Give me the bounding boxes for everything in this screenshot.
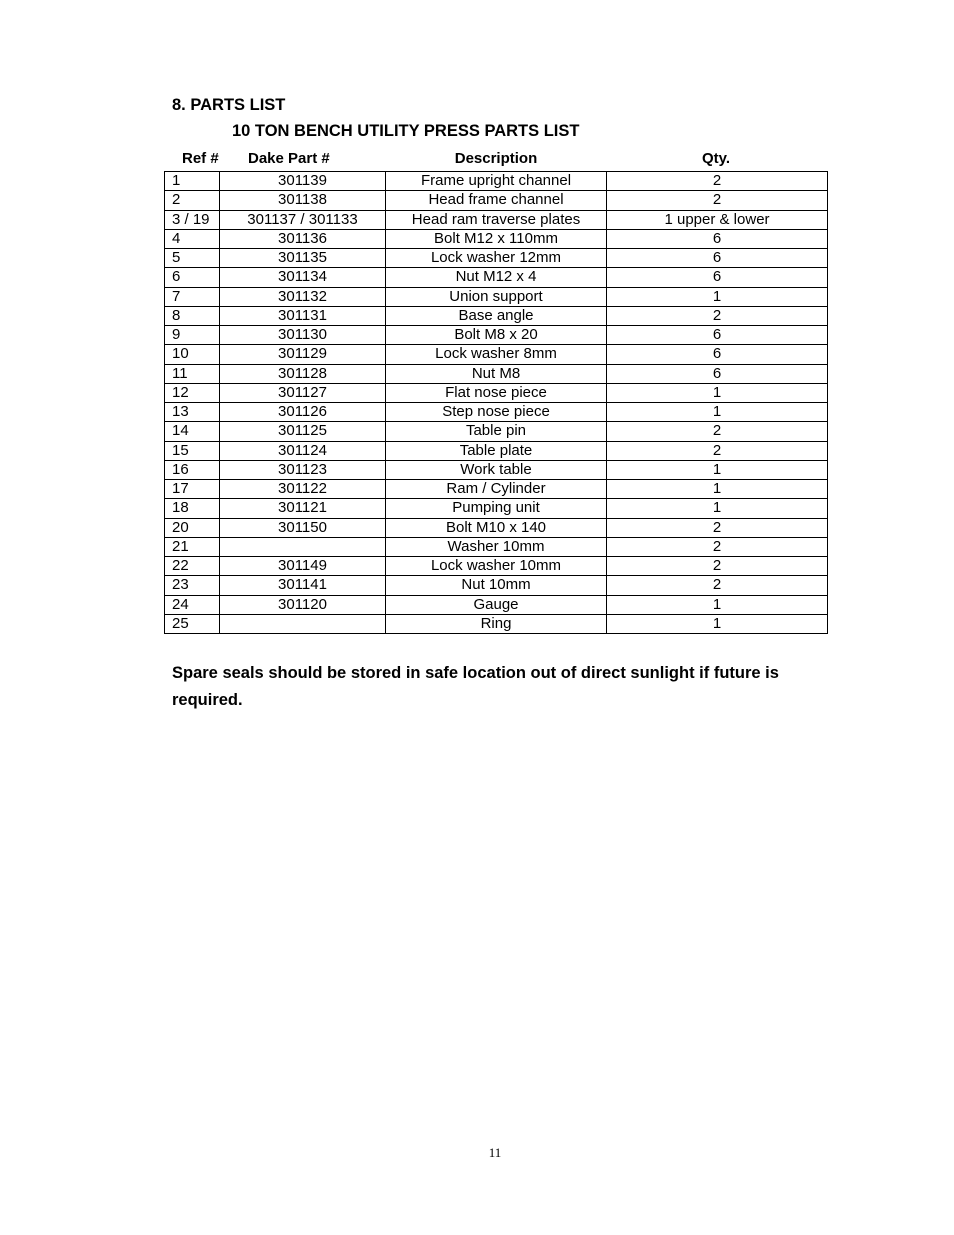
ref-cell: 22	[165, 557, 220, 576]
table-row	[165, 345, 828, 364]
section-title: 8. PARTS LIST	[172, 96, 286, 114]
description-cell: Lock washer 10mm	[386, 557, 607, 576]
ref-cell: 11	[165, 364, 220, 383]
part-number-cell: 301121	[220, 499, 386, 518]
table-row	[165, 441, 828, 460]
part-number-cell: 301134	[220, 268, 386, 287]
qty-cell: 1	[607, 614, 828, 633]
description-cell: Table pin	[386, 422, 607, 441]
table-row	[165, 557, 828, 576]
page-number: 11	[488, 1145, 502, 1160]
column-header-qty: Qty.	[701, 150, 731, 167]
qty-cell: 2	[607, 557, 828, 576]
part-number-cell: 301130	[220, 326, 386, 345]
ref-cell: 12	[165, 383, 220, 402]
ref-cell: 1	[165, 172, 220, 191]
description-cell: Head ram traverse plates	[386, 210, 607, 229]
ref-cell: 3 / 19	[165, 210, 220, 229]
part-number-cell: 301136	[220, 229, 386, 248]
column-header-part: Dake Part #	[248, 150, 330, 167]
description-cell: Ring	[386, 614, 607, 633]
qty-cell: 1	[607, 460, 828, 479]
ref-cell: 9	[165, 326, 220, 345]
part-number-cell: 301132	[220, 287, 386, 306]
table-row	[165, 364, 828, 383]
part-number-cell: 301141	[220, 576, 386, 595]
description-cell: Head frame channel	[386, 191, 607, 210]
storage-note: Spare seals should be stored in safe location out of direct sunlight if future is required.	[172, 664, 779, 709]
part-number-cell: 301135	[220, 249, 386, 268]
parts-table-body	[165, 172, 828, 634]
qty-cell: 1	[607, 383, 828, 402]
part-number-cell: 301129	[220, 345, 386, 364]
table-row	[165, 403, 828, 422]
qty-cell: 2	[607, 537, 828, 556]
part-number-cell: 301124	[220, 441, 386, 460]
qty-cell: 6	[607, 345, 828, 364]
part-number-cell: 301123	[220, 460, 386, 479]
description-cell: Nut M12 x 4	[386, 268, 607, 287]
part-number-cell: 301122	[220, 480, 386, 499]
qty-cell: 1	[607, 480, 828, 499]
ref-cell: 15	[165, 441, 220, 460]
table-row	[165, 191, 828, 210]
table-row	[165, 518, 828, 537]
part-number-cell: 301150	[220, 518, 386, 537]
column-header-ref: Ref #	[182, 150, 219, 167]
table-row	[165, 306, 828, 325]
ref-cell: 2	[165, 191, 220, 210]
table-row	[165, 326, 828, 345]
part-number-cell: 301125	[220, 422, 386, 441]
description-cell: Work table	[386, 460, 607, 479]
description-cell: Bolt M10 x 140	[386, 518, 607, 537]
part-number-cell: 301139	[220, 172, 386, 191]
part-number-cell: 301138	[220, 191, 386, 210]
qty-cell: 1	[607, 287, 828, 306]
ref-cell: 8	[165, 306, 220, 325]
qty-cell: 6	[607, 326, 828, 345]
qty-cell: 1 upper & lower	[607, 210, 828, 229]
description-cell: Nut 10mm	[386, 576, 607, 595]
table-row	[165, 422, 828, 441]
ref-cell: 14	[165, 422, 220, 441]
part-number-cell: 301131	[220, 306, 386, 325]
ref-cell: 6	[165, 268, 220, 287]
ref-cell: 7	[165, 287, 220, 306]
part-number-cell	[220, 614, 386, 633]
qty-cell: 1	[607, 403, 828, 422]
description-cell: Flat nose piece	[386, 383, 607, 402]
part-number-cell: 301126	[220, 403, 386, 422]
description-cell: Bolt M12 x 110mm	[386, 229, 607, 248]
ref-cell: 23	[165, 576, 220, 595]
part-number-cell: 301128	[220, 364, 386, 383]
qty-cell: 1	[607, 595, 828, 614]
qty-cell: 2	[607, 191, 828, 210]
table-title: 10 TON BENCH UTILITY PRESS PARTS LIST	[232, 122, 580, 140]
qty-cell: 2	[607, 422, 828, 441]
description-cell: Ram / Cylinder	[386, 480, 607, 499]
part-number-cell: 301120	[220, 595, 386, 614]
part-number-cell	[220, 537, 386, 556]
qty-cell: 6	[607, 268, 828, 287]
description-cell: Table plate	[386, 441, 607, 460]
ref-cell: 16	[165, 460, 220, 479]
qty-cell: 2	[607, 306, 828, 325]
table-row	[165, 383, 828, 402]
description-cell: Pumping unit	[386, 499, 607, 518]
ref-cell: 5	[165, 249, 220, 268]
part-number-cell: 301149	[220, 557, 386, 576]
description-cell: Base angle	[386, 306, 607, 325]
description-cell: Washer 10mm	[386, 537, 607, 556]
description-cell: Nut M8	[386, 364, 607, 383]
column-header-description: Description	[454, 150, 538, 167]
table-row	[165, 229, 828, 248]
description-cell: Step nose piece	[386, 403, 607, 422]
table-row	[165, 614, 828, 633]
table-row	[165, 576, 828, 595]
qty-cell: 2	[607, 576, 828, 595]
part-number-cell: 301137 / 301133	[220, 210, 386, 229]
table-row	[165, 595, 828, 614]
description-cell: Bolt M8 x 20	[386, 326, 607, 345]
ref-cell: 17	[165, 480, 220, 499]
description-cell: Gauge	[386, 595, 607, 614]
table-row	[165, 460, 828, 479]
table-row	[165, 210, 828, 229]
ref-cell: 25	[165, 614, 220, 633]
ref-cell: 4	[165, 229, 220, 248]
description-cell: Union support	[386, 287, 607, 306]
table-row	[165, 480, 828, 499]
description-cell: Lock washer 12mm	[386, 249, 607, 268]
table-row	[165, 287, 828, 306]
ref-cell: 18	[165, 499, 220, 518]
table-row	[165, 249, 828, 268]
part-number-cell: 301127	[220, 383, 386, 402]
ref-cell: 24	[165, 595, 220, 614]
qty-cell: 1	[607, 499, 828, 518]
table-row	[165, 537, 828, 556]
qty-cell: 6	[607, 249, 828, 268]
qty-cell: 2	[607, 172, 828, 191]
ref-cell: 10	[165, 345, 220, 364]
parts-table	[164, 171, 828, 634]
qty-cell: 2	[607, 518, 828, 537]
table-row	[165, 499, 828, 518]
ref-cell: 21	[165, 537, 220, 556]
ref-cell: 13	[165, 403, 220, 422]
ref-cell: 20	[165, 518, 220, 537]
qty-cell: 6	[607, 364, 828, 383]
qty-cell: 2	[607, 441, 828, 460]
qty-cell: 6	[607, 229, 828, 248]
table-row	[165, 268, 828, 287]
description-cell: Lock washer 8mm	[386, 345, 607, 364]
table-row	[165, 172, 828, 191]
description-cell: Frame upright channel	[386, 172, 607, 191]
